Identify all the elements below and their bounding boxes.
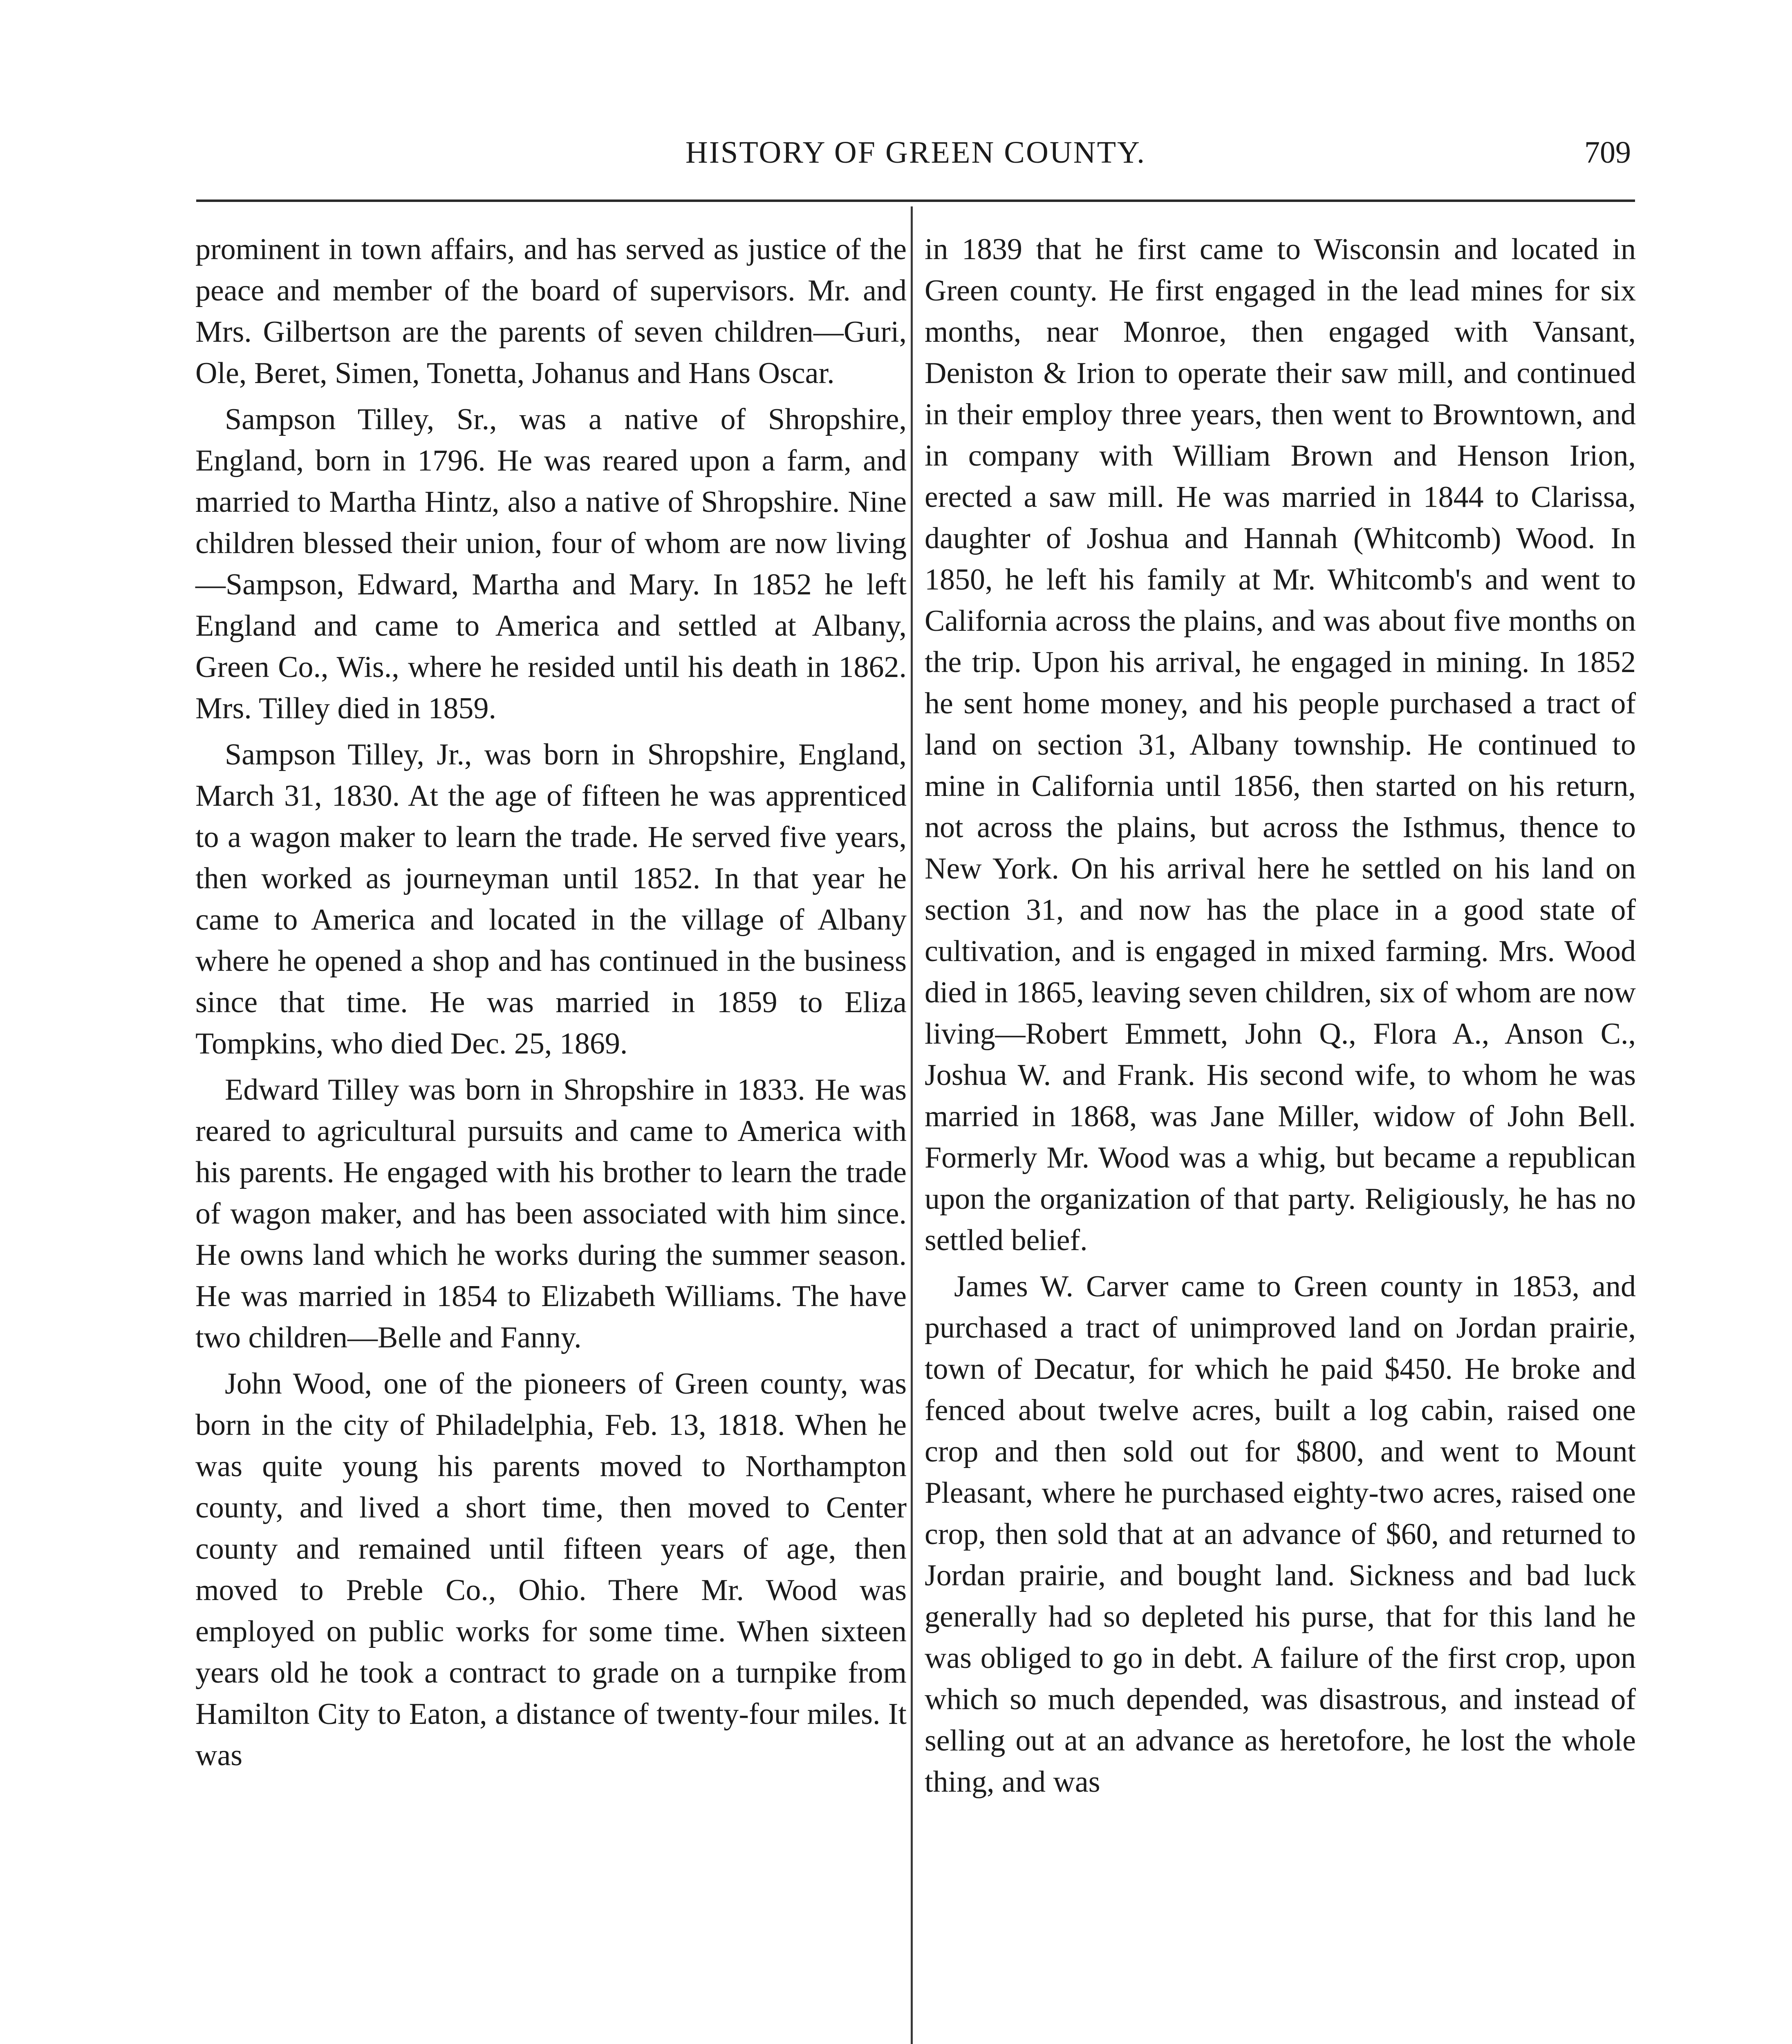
left-column [195, 229, 907, 1781]
right-column [925, 229, 1636, 1808]
header-rule [196, 199, 1635, 202]
page-header [196, 131, 1635, 184]
paragraph-edward-tilley: Edward Tilley was born in Shropshire in 1833. He was reared to agricultural pursuits and came to America with his parents. He engaged with his brother to learn the trade of wagon maker, and has been associated with him since. He owns land which he works during the summer season. He was married in 1854 to Elizabeth Williams. The have two children—Belle and Fanny. [195, 1073, 907, 1354]
page-number: 709 [1584, 135, 1631, 170]
paragraph-sampson-tilley-sr: Sampson Tilley, Sr., was a native of Shropshire, England, born in 1796. He was reared upon a farm, and married to Martha Hintz, also a native of Shropshire. Nine children blessed their union, four of whom are now living—Sampson, Edward, Martha and Mary. In 1852 he left England and came to America and settled at Albany, Green Co., Wis., where he resided until his death in 1862. Mrs. Tilley died in 1859. [195, 403, 907, 725]
paragraph-john-wood: John Wood, one of the pioneers of Green county, was born in the city of Philadelphia, Feb. 13, 1818. When he was quite young his parents moved to Northampton county, and lived a short time, then moved to Center county and remained until fifteen years of age, then moved to Preble Co., Ohio. There Mr. Wood was employed on public works for some time. When sixteen years old he took a contract to grade on a turnpike from Hamilton City to Eaton, a distance of twenty-four miles. It was [195, 1367, 907, 1772]
running-title: HISTORY OF GREEN COUNTY. [685, 135, 1146, 170]
paragraph-gilbertson-continued: prominent in town affairs, and has served as justice of the peace and member of the board of supervisors. Mr. and Mrs. Gilbertson are the parents of seven children—Guri, Ole, Beret, Simen, Tonetta, Johanus and Hans Oscar. [195, 233, 907, 390]
paragraph-james-w-carver: James W. Carver came to Green county in 1853, and purchased a tract of unimproved land on Jordan prairie, town of Decatur, for which he paid $450. He broke and fenced about twelve acres, built a log cabin, raised one crop and then sold out for $800, and went to Mount Pleasant, where he purchased eighty-two acres, raised one crop, then sold that at an advance of $60, and returned to Jordan prairie, and bought land. Sickness and bad luck generally had so depleted his purse, that for this land he was obliged to go in debt. A failure of the first crop, upon which so much depended, was disastrous, and instead of selling out at an advance as heretofore, he lost the whole thing, and was [925, 1270, 1636, 1799]
column-divider [911, 206, 913, 2044]
paragraph-john-wood-continued: in 1839 that he first came to Wisconsin and located in Green county. He first engaged in the lead mines for six months, near Monroe, then engaged with Vansant, Deniston & Irion to operate their saw mill, and continued in their employ three years, then went to Browntown, and in company with William Brown and Henson Irion, erected a saw mill. He was married in 1844 to Clarissa, daughter of Joshua and Hannah (Whitcomb) Wood. In 1850, he left his family at Mr. Whitcomb's and went to California across the plains, and was about five months on the trip. Upon his arrival, he engaged in mining. In 1852 he sent home money, and his people purchased a tract of land on section 31, Albany township. He continued to mine in California until 1856, then started on his return, not across the plains, but across the Isthmus, thence to New York. On his arrival here he settled on his land on section 31, and now has the place in a good state of cultivation, and is engaged in mixed farming. Mrs. Wood died in 1865, leaving seven children, six of whom are now living—Robert Emmett, John Q., Flora A., Anson C., Joshua W. and Frank. His second wife, to whom he was married in 1868, was Jane Miller, widow of John Bell. Formerly Mr. Wood was a whig, but became a republican upon the organization of that party. Religiously, he has no settled belief. [925, 233, 1636, 1257]
paragraph-sampson-tilley-jr: Sampson Tilley, Jr., was born in Shropshire, England, March 31, 1830. At the age of fifteen he was apprenticed to a wagon maker to learn the trade. He served five years, then worked as journeyman until 1852. In that year he came to America and located in the village of Albany where he opened a shop and has continued in the business since that time. He was married in 1859 to Eliza Tompkins, who died Dec. 25, 1869. [195, 738, 907, 1060]
